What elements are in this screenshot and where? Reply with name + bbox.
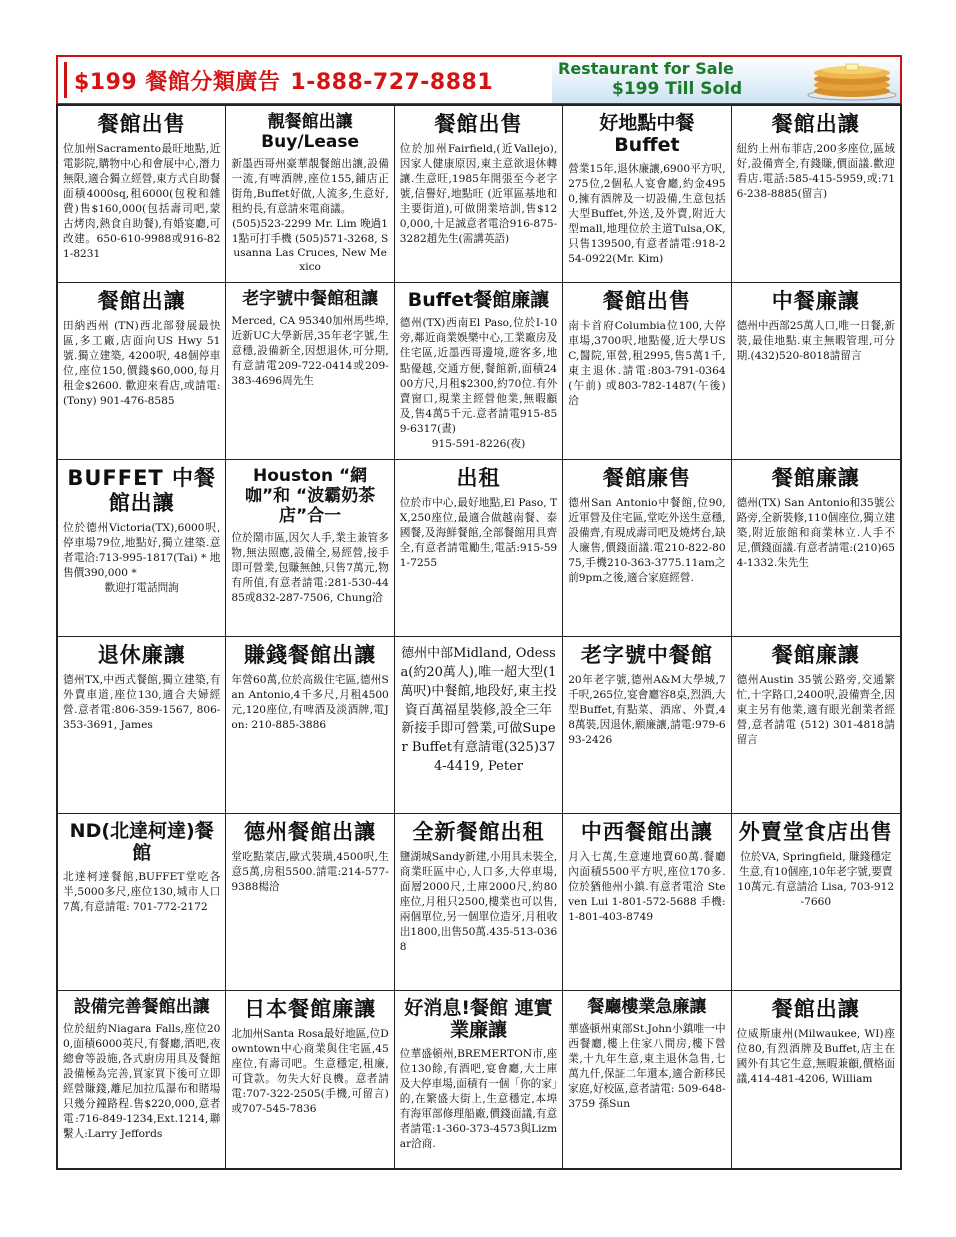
ad-cell — [563, 460, 731, 637]
ad-cell — [563, 814, 731, 991]
header-banner — [56, 55, 902, 105]
ad-title: 中餐廉讓 — [771, 289, 860, 313]
ad-cell — [226, 637, 394, 814]
ad-body: 德州中部Midland, Odessa(約20萬人),唯一超大型(1萬呎)中餐館,地段好,東主投資百萬福星裝修,設全三年新接手即可營業,可做Super Buffet有意請電(325)374-4419, Peter — [400, 646, 557, 775]
ad-title: 餐館出售 — [434, 112, 523, 136]
ad-body: 德州San Antonio中餐館,位90,近軍營及住宅區,堂吃外送生意穩,設備齊,有現成壽司吧及燒烤台,缺人廉售,價錢面議.電210-822-8075,手機210-363-3775.11am之前9pm之後,適合家庭經營. — [568, 496, 726, 584]
ad-body: 位華盛頓州,BREMERTON市,座位130餘,有酒吧,宴會廳,大土庫及大停車場,面積有一個「你的家」的,在繁盛大街上,生意穩定,本埠有海軍部修理船廠,價錢面議,有意者請電:1-360-373-4573與Lizmar洽商. — [399, 1047, 558, 1150]
ad-title: 靚餐館出讓Buy/Lease — [261, 112, 360, 153]
ad-cell — [58, 106, 226, 283]
ad-title: 全新餐館出租 — [412, 820, 545, 844]
ad-cell — [58, 283, 226, 460]
ad-title: 中西餐館出讓 — [580, 820, 713, 844]
ad-title: 日本餐館廉讓 — [244, 997, 377, 1021]
ad-title: 餐館出售 — [602, 289, 691, 313]
ad-body: 月入七萬,生意連地賣60萬.餐廳內面積5500平方呎,座位170多.位於猶他州小鎮.有意者電洽 Steven Lui 1-801-572-5688 手機:1-801-403-8749 — [568, 850, 726, 923]
ad-title: 退休廉讓 — [97, 643, 186, 667]
ad-body: 位於市中心,最好地點,El Paso, TX,250座位,最適合做越南餐、泰國餐,及海鮮餐館,全部餐館用具齊全,有意者請電勵生,電話:915-591-7255 — [399, 496, 558, 569]
ad-cell — [563, 991, 731, 1168]
ad-body: 德州中西部25萬人口,唯一日餐,新裝,最佳地點.東主無暇管理,可分期.(432)520-8018請留言 — [736, 319, 895, 362]
ad-cell — [395, 637, 563, 814]
ad-cell — [732, 991, 900, 1168]
ad-body: 德州Austin 35號公路旁,交通繁忙,十字路口,2400呎,設備齊全,因東主另有他業,適有眼光創業者經營,意者請電 (512) 301-4818請留言 — [736, 673, 895, 746]
ad-cell — [395, 460, 563, 637]
ad-body: 位於鬧市區,因欠人手,業主兼管多物,無法照應,設備全,易經營,接手即可營業,包賺無蝕,只售7萬元,物有所值,有意者請電:281-530-4485或832-287-7506, Chung洽 — [231, 532, 389, 605]
ad-title: 餐館廉售 — [602, 466, 691, 490]
ad-title: 老字號中餐館租讓 — [242, 289, 379, 309]
ad-cell — [226, 460, 394, 637]
ad-cell — [732, 814, 900, 991]
banner-phone[interactable]: 1-888-727-8881 — [290, 70, 494, 95]
ad-cell — [563, 283, 731, 460]
ad-body: 北達柯達餐館,BUFFET堂吃各半,5000多尺,座位130,城市人口7萬,有意請電: 701-772-2172 — [63, 870, 221, 913]
ad-cell — [395, 283, 563, 460]
ad-body: Merced, CA 95340加州馬些埠,近新UC大學新居,35年老字號,生意穩,設備新全,因想退休,可分期,有意請電209-722-0414或209-383-4696周先生 — [231, 315, 389, 388]
ad-body: 年營60萬,位於高級住宅區,德州San Antonio,4千多尺,月租4500元,120座位,有啤酒及淡酒牌,電Jon: 210-885-3886 — [231, 673, 389, 731]
ad-title: 賺錢餐館出讓 — [244, 643, 377, 667]
ad-body: 位威斯康州(Milwaukee, WI)座位80,有烈酒牌及Buffet,店主在國外有其它生意,無暇兼顧,價格面議,414-481-4206, William — [736, 1027, 895, 1085]
ad-body: 位於加州Fairfield,(近Vallejo),因家人健康原因,東主意欲退休轉讓.生意旺,1985年開張至今老字號,信譽好,地點旺 (近軍區基地和主要街道),可做開業培訓,售$120,000,十足誠意者電洽916-875-3282趙先生(需講英語) — [399, 142, 558, 245]
ad-cell — [563, 106, 731, 283]
ad-cell — [395, 814, 563, 991]
ad-title: 好消息!餐館 連實業廉讓 — [404, 997, 553, 1042]
banner-right-line2: $199 Till Sold — [612, 79, 743, 99]
ad-cell — [226, 283, 394, 460]
ad-cell — [58, 991, 226, 1168]
ad-title: 餐館廉讓 — [771, 466, 860, 490]
ad-title: 好地點中餐Buffet — [599, 112, 695, 157]
ad-body: 堂吃點菜店,歐式裝璜,4500呎,生意5萬,房租5500.請電:214-577-9388楊洽 — [231, 850, 389, 893]
ad-cell — [58, 814, 226, 991]
banner-right-line1: Restaurant for Sale — [558, 59, 734, 78]
ad-body: 新墨西哥州豪華靚餐館出讓,設備一流,有啤酒牌,座位155,鋪店正街角,Buffet好做,人流多,生意好,租約長,有意請來電商議。 — [231, 158, 389, 216]
ad-title: 老字號中餐館 — [580, 643, 713, 667]
ad-title: 餐館出讓 — [771, 997, 860, 1021]
ad-cell — [58, 637, 226, 814]
ad-contact: 915-591-8226(夜) — [431, 437, 526, 450]
ad-contact: 歡迎打電話問詢 — [104, 581, 179, 594]
ad-body: 位於VA, Springfield, 賺錢穩定生意,有10個座,10年老字號,要賣10萬元.有意請洽 Lisa, 703-912-7660 — [737, 850, 895, 908]
ad-body: 南卡首府Columbia位100,大停車場,3700呎,地點優,近大學USC,醫院,軍營,租2995,售5萬1千,東主退休.請電:803-791-0364(午前) 或803-782-1487(午後)洽 — [568, 319, 726, 407]
ad-body: 德州(TX)西南El Paso,位於I-10旁,鄰近商業娛樂中心,工業廠房及住宅區,近墨西哥邊境,遊客多,地點優越,交通方便,餐館新,面積2400方尺,月租$2300,約70位.有外賣窗口,現業主經營他業,無暇顧及,售4萬5千元.意者請電915-859-6317(晝) — [399, 317, 558, 435]
ad-body: 營業15年,退休廉讓,6900平方呎,275位,2個私人宴會廳,約金4950,擁有酒牌及一切設備,生意包括大型Buffet,外送,及外賣,附近大型mall,地理位於主道Tulsa,OK,只售139500,有意者請電:918-254-0922(Mr. Kim) — [568, 162, 726, 265]
ad-title: BUFFET 中餐館出讓 — [67, 466, 217, 515]
ad-title: 餐館出售 — [97, 112, 186, 136]
ad-cell — [395, 106, 563, 283]
ad-body: 20年老字號,德州A&M大學城,7千呎,265位,宴會廳容8桌,烈酒,大型Buffet,有點菜、酒席、外賣,48萬裝,因退休,願廉讓,請電:979-693-2426 — [568, 673, 726, 746]
ad-body: 德州(TX) San Antonio和35號公路旁,全新裝修,110個座位,獨立建築,附近旅館和商業林立.人手不足,價錢面議.有意者請電:(210)654-1332.朱先生 — [736, 496, 895, 569]
ad-cell — [395, 991, 563, 1168]
ad-title: Houston “網咖”和 “波霸奶茶店”合一 — [244, 466, 376, 527]
ad-title: 餐館出讓 — [771, 112, 860, 136]
ad-title: 外賣堂食店出售 — [738, 820, 893, 844]
ad-body: 北加州Santa Rosa最好地區,位Downtown中心商業與住宅區,45座位,有壽司吧。生意穩定,租廉,可貸款。勿失大好良機。意者請電:707-322-2505(手機,可留言)或707-545-7836 — [231, 1027, 389, 1115]
ad-body: 華盛頓州東部St.John小鎮唯一中西餐廳,樓上住家八間房,樓下營業,十九年生意,東主退休急售,七萬九仟,保証二年還本,適合新移民家庭,好校區,意者請電: 509-648-3759 孫Sun — [568, 1023, 726, 1111]
ad-title: 德州餐館出讓 — [244, 820, 377, 844]
ad-cell — [563, 637, 731, 814]
ad-title: 餐廳樓業急廉讓 — [587, 997, 707, 1017]
ad-contact: (505)523-2299 Mr. Lim 晚過11點可打手機 (505)571-3268, Susanna Las Cruces, New Mexico — [231, 218, 389, 274]
ad-body: 位於德州Victoria(TX),6000呎,停車場79位,地點好,獨立建築.意者電洽:713-995-1817(Tai) * 地售價390,000 * — [63, 521, 221, 579]
ad-cell — [226, 106, 394, 283]
ad-cell — [732, 637, 900, 814]
ad-title: 餐館廉讓 — [771, 643, 860, 667]
ad-body: 田納西州 (TN)西北部發展最快區,多工廠,店面向US Hwy 51 號.獨立建築, 4200呎, 48個停車位,座位150,價錢$60,000,每月租金$2600. 歡迎來看店,或請電: (Tony) 901-476-8585 — [63, 319, 221, 407]
ad-title: 出租 — [456, 466, 501, 490]
pancake-stack-icon — [806, 59, 898, 101]
ad-body: 紐約上州布菲店,200多座位,區域好,設備齊全,有錢賺,價面議.歡迎看店.電話:585-415-5959,或:716-238-8885(留言) — [736, 142, 895, 200]
ad-title: 設備完善餐館出讓 — [73, 997, 210, 1017]
banner-accent-bar — [64, 62, 67, 98]
ad-body: 鹽湖城Sandy新建,小用具未裝全,商業旺區中心,人口多,大停車場,面層2000尺,土庫2000尺,約80座位,月租只2500,樓業也可以售,兩個單位,另一個單位造牙,月租收出1800,出售50萬.435-513-0368 — [399, 850, 558, 953]
banner-right-box — [552, 57, 902, 103]
classified-ads-grid — [56, 104, 902, 1170]
banner-price-title: $199 餐館分類廣告 — [74, 70, 281, 95]
ad-cell — [58, 460, 226, 637]
ad-body: 位加州Sacramento最旺地點,近電影院,購物中心和會展中心,潛力無限,適合獨立經營,東方式自助餐面積4000sq,租6000(包稅和雜費)售$160,000(包括壽司吧,蒙古烤肉,熱食自助餐),有婚宴廳,可改建。650-610-9988或916-821-8231 — [63, 142, 221, 260]
ad-body: 德州TX,中西式餐館,獨立建築,有外賣車道,座位130,適合夫婦經營.意者電:806-359-1567, 806-353-3691, James — [63, 673, 221, 731]
banner-title — [74, 65, 493, 96]
ad-cell — [732, 106, 900, 283]
ad-title: 餐館出讓 — [97, 289, 186, 313]
ad-cell — [226, 814, 394, 991]
ad-cell — [226, 991, 394, 1168]
ad-title: Buffet餐館廉讓 — [407, 289, 550, 311]
ad-body: 位於紐約Niagara Falls,座位200,面積6000英尺,有餐廳,酒吧,夜總會等設施,各式廚房用具及餐館設備極為完善,買家買下後可立即經營賺錢,離尼加拉瓜瀑布和賭場只幾分鐘路程.售$220,000,意者電:716-849-1234,Ext.1214,聯繫人:Larry Jeffords — [63, 1023, 221, 1141]
ad-cell — [732, 460, 900, 637]
ad-cell — [732, 283, 900, 460]
ad-title: ND(北達柯達)餐館 — [69, 820, 214, 865]
